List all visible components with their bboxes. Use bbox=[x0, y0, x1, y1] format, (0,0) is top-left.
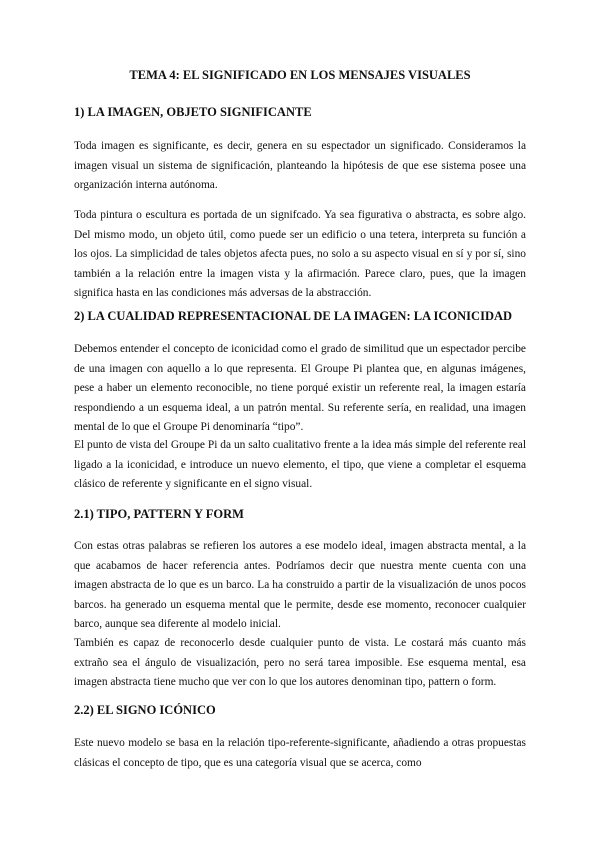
section-1-paragraph-1: Toda imagen es significante, es decir, genera en su espectador un significado. Consideramos la imagen visual un sistema de significación, planteando la hipótesis de que ese sistema posee una organización interna autónoma. bbox=[74, 140, 526, 192]
section-2-paragraph-1: Debemos entender el concepto de iconicidad como el grado de similitud que un espectador percibe de una imagen con aquello a lo que representa. El Groupe Pi plantea que, en algunas imágenes, pese a haber un elemento reconocible, no tiene porqué existir un referente real, la imagen estaría respondiendo a un esquema ideal, a un patrón mental. Su referente sería, en realidad, una imagen mental de lo que el Groupe Pi denominaría “tipo”. bbox=[74, 343, 526, 434]
section-1-paragraph-2: Toda pintura o escultura es portada de un signifcado. Ya sea figurativa o abstracta, es sobre algo. Del mismo modo, un objeto útil, como puede ser un edificio o una tetera, interpreta su función a los ojos. La simplicidad de tales objetos afecta pues, no solo a su aspecto visual en sí y por sí, sino también a la relación entre la imagen vista y la afirmación. Parece claro, pues, que la imagen significa hasta en las condiciones más adversas de la abstracción. bbox=[74, 209, 526, 300]
page-title: TEMA 4: EL SIGNIFICADO EN LOS MENSAJES VISUALES bbox=[129, 68, 471, 82]
section-heading-2: 2) LA CUALIDAD REPRESENTACIONAL DE LA IMAGEN: LA ICONICIDAD bbox=[74, 309, 513, 323]
section-2-paragraph-2: El punto de vista del Groupe Pi da un salto cualitativo frente a la idea más simple del referente real ligado a la iconicidad, e introduce un nuevo elemento, el tipo, que viene a completar el esquema clásico de referente y significante en el signo visual. bbox=[74, 439, 526, 491]
section-heading-2-1: 2.1) TIPO, PATTERN Y FORM bbox=[74, 507, 244, 521]
section-2-2-paragraph-1: Este nuevo modelo se basa en la relación tipo-referente-significante, añadiendo a otras propuestas clásicas el concepto de tipo, que es una categoría visual que se acerca, como bbox=[74, 737, 526, 769]
section-2-1-paragraph-1: Con estas otras palabras se refieren los autores a ese modelo ideal, imagen abstracta mental, a la que acabamos de hacer referencia antes. Podríamos decir que nuestra mente cuenta con una imagen abstracta de lo que es un barco. La ha construido a partir de la visualización de unos pocos barcos. ha generado un esquema mental que le permite, desde ese momento, reconocer cualquier barco, aunque sea diferente al modelo inicial. bbox=[74, 540, 526, 631]
section-heading-2-2: 2.2) EL SIGNO ICÓNICO bbox=[74, 703, 216, 717]
section-heading-1: 1) LA IMAGEN, OBJETO SIGNIFICANTE bbox=[74, 105, 312, 119]
section-2-1-paragraph-2: También es capaz de reconocerlo desde cualquier punto de vista. Le costará más cuanto más extraño sea el ángulo de visualización, pero no será tarea imposible. Ese esquema mental, esa imagen abstracta tiene mucho que ver con lo que los autores denominan tipo, pattern o form. bbox=[74, 637, 526, 689]
